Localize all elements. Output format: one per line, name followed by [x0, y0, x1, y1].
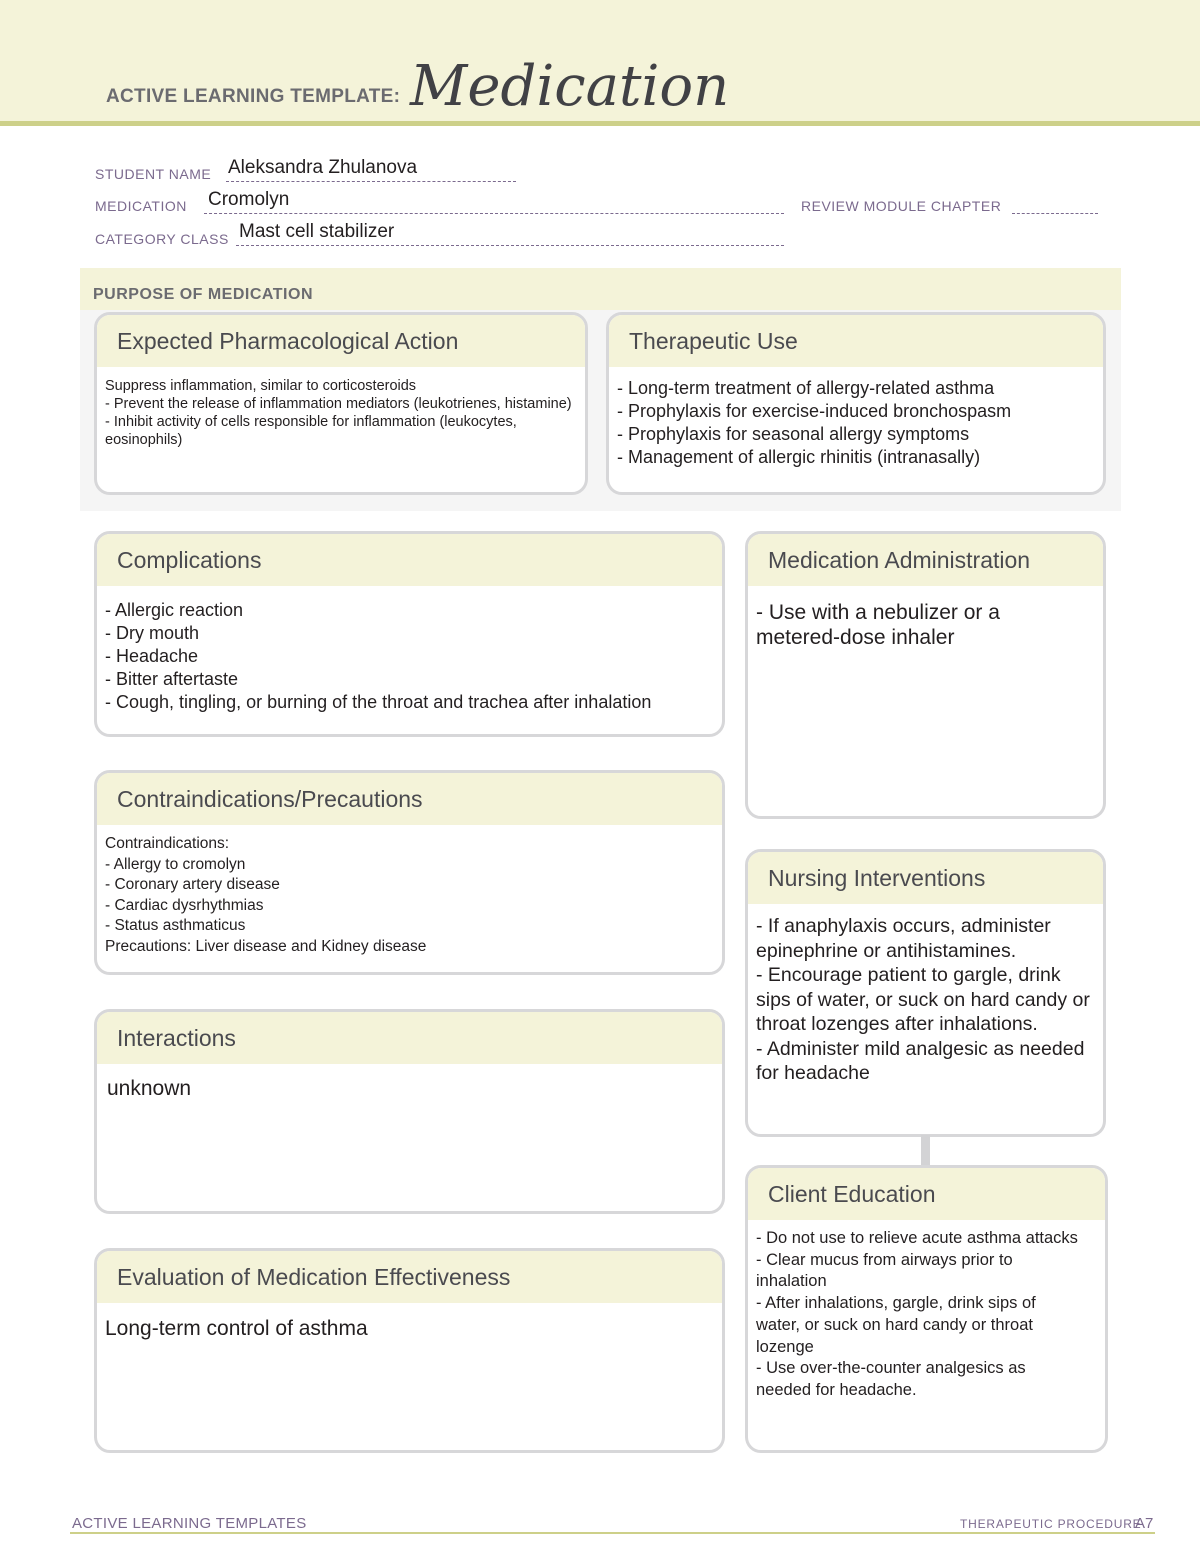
- client-education-card: [745, 1165, 1108, 1453]
- expected-action-card: [94, 312, 588, 495]
- complications-body[interactable]: [97, 586, 722, 720]
- student-name-line: [226, 181, 516, 182]
- evaluation-title: Evaluation of Medication Effectiveness: [117, 1263, 511, 1290]
- footer-left-text: ACTIVE LEARNING TEMPLATES: [72, 1515, 307, 1532]
- medication-administration-body[interactable]: [748, 586, 1103, 656]
- interactions-body[interactable]: [97, 1064, 722, 1107]
- student-name-label: STUDENT NAME: [95, 166, 212, 182]
- footer-page-number: A7: [1135, 1515, 1154, 1532]
- therapeutic-use-line: - Prophylaxis for seasonal allergy symptoms: [617, 424, 970, 444]
- nursing-interventions-line: - Administer mild analgesic as needed for headache: [756, 1037, 1090, 1084]
- client-education-body[interactable]: [748, 1220, 1105, 1408]
- nursing-interventions-card: [745, 849, 1106, 1137]
- template-title: Medication: [410, 54, 730, 119]
- footer-right-text: THERAPEUTIC PROCEDURE: [960, 1517, 1142, 1531]
- contraindications-line: - Cardiac dysrhythmias: [105, 896, 264, 914]
- expected-action-line: Suppress inflammation, similar to corticosteroids: [105, 378, 417, 394]
- evaluation-card: [94, 1248, 725, 1453]
- evaluation-line: Long-term control of asthma: [105, 1317, 368, 1340]
- medication-administration-line: - Use with a nebulizer or a metered-dose inhaler: [756, 601, 1006, 649]
- contraindications-header: [97, 773, 722, 825]
- client-education-title: Client Education: [768, 1180, 936, 1207]
- category-line: [236, 245, 784, 246]
- student-name-value[interactable]: Aleksandra Zhulanova: [228, 157, 418, 178]
- complications-line: - Cough, tingling, or burning of the throat and trachea after inhalation: [105, 692, 652, 712]
- contraindications-line: - Allergy to cromolyn: [105, 855, 246, 873]
- medication-administration-card: [745, 531, 1106, 819]
- complications-header: [97, 534, 722, 586]
- purpose-label: PURPOSE OF MEDICATION: [93, 286, 313, 303]
- review-module-line[interactable]: [1012, 213, 1098, 214]
- header-rule: [0, 121, 1200, 126]
- contraindications-line: - Coronary artery disease: [105, 876, 280, 893]
- expected-action-line: - Inhibit activity of cells responsible for inflammation (leukocytes, eosinophils): [105, 414, 521, 448]
- evaluation-header: [97, 1251, 722, 1303]
- therapeutic-use-line: - Prophylaxis for exercise-induced bronchospasm: [617, 401, 1012, 421]
- therapeutic-use-card: [606, 312, 1106, 495]
- nursing-interventions-body[interactable]: [748, 904, 1103, 1092]
- therapeutic-use-title: Therapeutic Use: [629, 327, 798, 354]
- medication-label: MEDICATION: [95, 198, 187, 214]
- medication-value[interactable]: Cromolyn: [208, 189, 290, 210]
- client-education-line: - Clear mucus from airways prior to inhalation: [756, 1250, 1018, 1291]
- therapeutic-use-body[interactable]: [609, 367, 1103, 475]
- contraindications-card: [94, 770, 725, 975]
- client-education-line: - After inhalations, gargle, drink sips of water, or suck on hard candy or throat lozenge: [756, 1294, 1041, 1356]
- category-label: CATEGORY CLASS: [95, 231, 229, 247]
- interactions-card: [94, 1009, 725, 1214]
- evaluation-body[interactable]: [97, 1303, 722, 1347]
- interactions-title: Interactions: [117, 1024, 236, 1051]
- complications-line: - Headache: [105, 646, 199, 666]
- interactions-line: unknown: [107, 1077, 192, 1100]
- client-education-header: [748, 1168, 1105, 1220]
- contraindications-line: Precautions: Liver disease and Kidney disease: [105, 937, 427, 955]
- nursing-interventions-header: [748, 852, 1103, 904]
- complications-line: - Bitter aftertaste: [105, 669, 239, 689]
- category-value[interactable]: Mast cell stabilizer: [239, 221, 395, 242]
- complications-line: - Dry mouth: [105, 623, 200, 643]
- expected-action-body[interactable]: [97, 367, 585, 455]
- expected-action-header: [97, 315, 585, 367]
- review-module-label: REVIEW MODULE CHAPTER: [801, 198, 1002, 214]
- therapeutic-use-line: - Long-term treatment of allergy-related asthma: [617, 378, 995, 398]
- nursing-interventions-line: - Encourage patient to gargle, drink sips of water, or suck on hard candy or throat lozenges after inhalations.: [756, 964, 1096, 1035]
- client-education-line: - Use over-the-counter analgesics as needed for headache.: [756, 1359, 1031, 1399]
- expected-action-title: Expected Pharmacological Action: [117, 327, 459, 354]
- contraindications-line: Contraindications:: [105, 835, 230, 852]
- complications-line: - Allergic reaction: [105, 600, 244, 620]
- medication-administration-header: [748, 534, 1103, 586]
- therapeutic-use-header: [609, 315, 1103, 367]
- medication-line: [204, 213, 784, 214]
- nursing-interventions-line: - If anaphylaxis occurs, administer epinephrine or antihistamines.: [756, 915, 1057, 962]
- connector-line: [921, 1135, 930, 1167]
- contraindications-body[interactable]: [97, 825, 722, 963]
- expected-action-line: - Prevent the release of inflammation mediators (leukotrienes, histamine): [105, 396, 572, 412]
- contraindications-line: - Status asthmaticus: [105, 917, 246, 934]
- client-education-line: - Do not use to relieve acute asthma attacks: [756, 1229, 1078, 1247]
- complications-card: [94, 531, 725, 737]
- medication-administration-title: Medication Administration: [768, 546, 1031, 573]
- complications-title: Complications: [117, 546, 262, 573]
- template-label: ACTIVE LEARNING TEMPLATE:: [106, 86, 401, 107]
- nursing-interventions-title: Nursing Interventions: [768, 864, 986, 891]
- therapeutic-use-line: - Management of allergic rhinitis (intranasally): [617, 447, 981, 467]
- contraindications-title: Contraindications/Precautions: [117, 785, 423, 812]
- interactions-header: [97, 1012, 722, 1064]
- footer-rule: [70, 1532, 1155, 1534]
